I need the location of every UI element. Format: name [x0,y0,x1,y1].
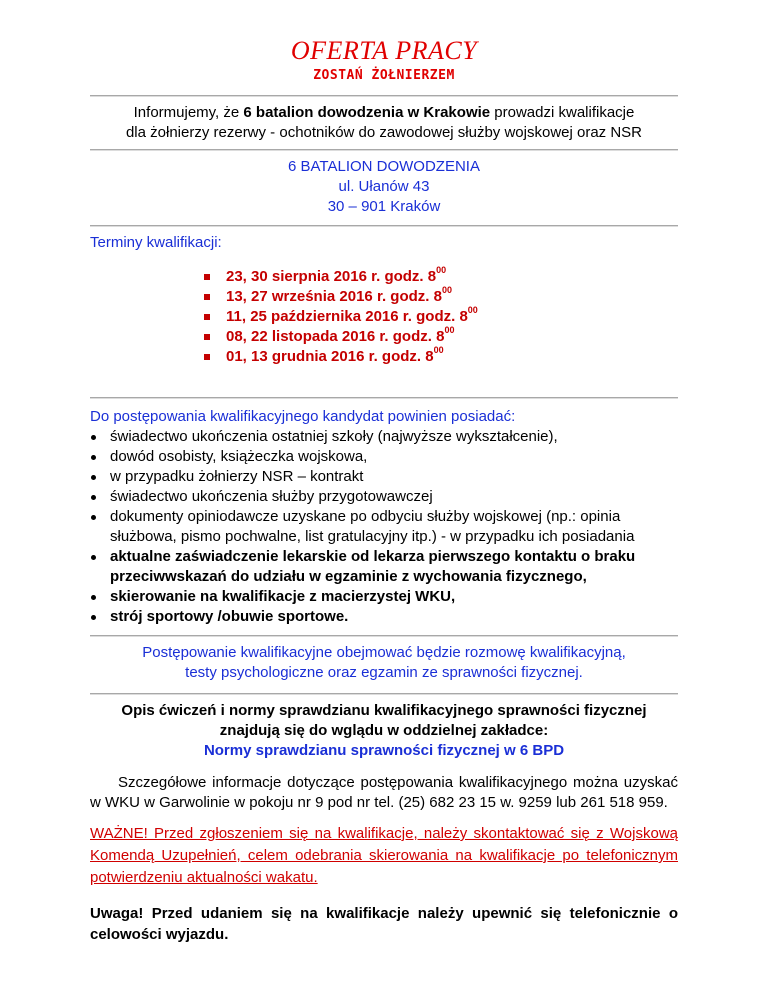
list-item: 01, 13 grudnia 2016 r. godz. $8^{00}$ [204,347,678,367]
divider [90,693,678,695]
bullet-icon [91,595,96,600]
fitness-line-2: znajdują się do wglądu w oddzielnej zakładce: [219,722,549,739]
warning-note: Uwaga! Przed udaniem się na kwalifikacje należy upewnić się telefonicznie o celowości wyjazdu. [90,905,678,943]
list-item: w przypadku żołnierzy NSR – kontrakt [90,467,678,487]
page-title: OFERTA PRACY [290,36,478,65]
divider [90,225,678,227]
list-item: 23, 30 sierpnia 2016 r. godz. $8^{00}$ [204,267,678,287]
list-item: 13, 27 września 2016 r. godz. $8^{00}$ [204,287,678,307]
square-bullet-icon [204,314,210,320]
list-item: aktualne zaświadczenie lekarskie od lekarza pierwszego kontaktu o braku przeciwwskazań do udziału w egzaminie z wychowania fizycznego, [90,547,678,587]
intro-unit: 6 batalion dowodzenia w Krakowie [243,104,491,121]
list-item: dokumenty opiniodawcze uzyskane po odbyciu służby wojskowej (np.: opinia służbowa, pismo pochwalne, list gratulacyjny itp.) - w przypadku ich posiadania [90,507,678,547]
bullet-icon [91,475,96,480]
dates-list [204,267,678,367]
list-item: strój sportowy /obuwie sportowe. [90,607,678,627]
bullet-icon [91,435,96,440]
divider [90,149,678,151]
square-bullet-icon [204,274,210,280]
requirements-list [90,427,678,627]
document-page [90,0,678,945]
list-item: dowód osobisty, książeczka wojskowa, [90,447,678,467]
intro-line2: dla żołnierzy rezerwy - ochotników do zawodowej służby wojskowej oraz NSR [125,124,643,141]
bullet-icon [91,555,96,560]
fitness-line-1: Opis ćwiczeń i normy sprawdzianu kwalifikacyjnego sprawności fizycznej [121,702,647,719]
intro-rest: prowadzi kwalifikacje [490,104,635,121]
intro-prefix: Informujemy, że [133,104,244,121]
unit-city: 30 – 901 Kraków [327,198,441,215]
list-item: świadectwo ukończenia ostatniej szkoły (najwyższe wykształcenie), [90,427,678,447]
bullet-icon [91,455,96,460]
list-item: 08, 22 listopada 2016 r. godz. $8^{00}$ [204,327,678,347]
contact-details [90,773,678,813]
terms-heading: Terminy kwalifikacji: [90,234,222,251]
bullet-icon [91,495,96,500]
divider [90,95,678,97]
square-bullet-icon [204,294,210,300]
unit-name: 6 BATALION DOWODZENIA [288,158,480,175]
intro-paragraph [90,103,678,143]
exam-line-2: testy psychologiczne oraz egzamin ze sprawności fizycznej. [185,664,583,681]
bullet-icon [91,615,96,620]
fitness-info [90,701,678,761]
list-item: 11, 25 października 2016 r. godz. $8^{00}$ [204,307,678,327]
unit-address [90,157,678,217]
list-item: świadectwo ukończenia służby przygotowawczej [90,487,678,507]
square-bullet-icon [204,334,210,340]
fitness-norms-link[interactable]: Normy sprawdzianu sprawności fizycznej w 6 BPD [203,742,565,759]
unit-street: ul. Ułanów 43 [338,178,430,195]
important-notice: WAŻNE! Przed zgłoszeniem się na kwalifikacje, należy skontaktować się z Wojskową Komendą Uzupełnień, celem odebrania skierowania na kwalifikacje po telefonicznym potwierdzeniu aktualności wakatu. [90,825,678,886]
square-bullet-icon [204,354,210,360]
bullet-icon [91,515,96,520]
list-item: skierowanie na kwalifikacje z macierzystej WKU, [90,587,678,607]
exam-description [90,643,678,683]
requirements-heading: Do postępowania kwalifikacyjnego kandydat powinien posiadać: [90,408,516,425]
divider [90,397,678,399]
exam-line-1: Postępowanie kwalifikacyjne obejmować będzie rozmowę kwalifikacyjną, [142,644,626,661]
divider [90,635,678,637]
contact-details-text: Szczegółowe informacje dotyczące postępowania kwalifikacyjnego można uzyskać w WKU w Garwolinie w pokoju nr 9 pod nr tel. (25) 682 23 15 w. 9259 lub 261 518 959. [90,774,678,811]
page-subtitle: ZOSTAŃ ŻOŁNIERZEM [313,68,455,83]
